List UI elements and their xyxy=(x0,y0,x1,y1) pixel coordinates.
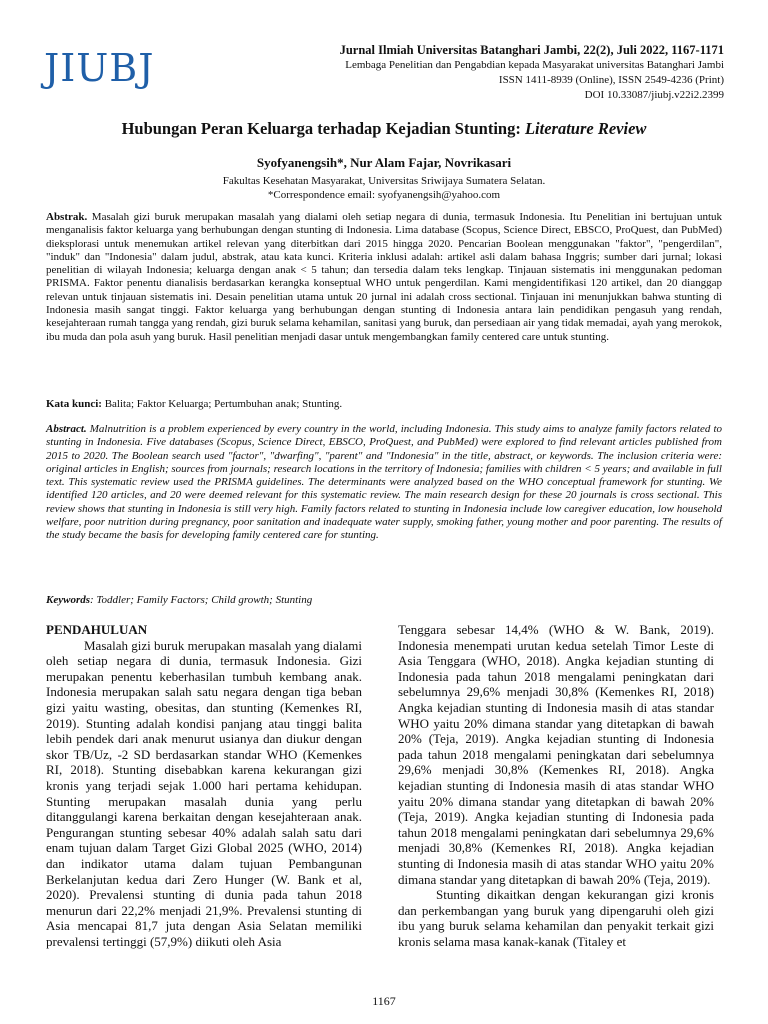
journal-info xyxy=(340,42,724,103)
abstrak-label: Abstrak. xyxy=(46,211,88,223)
abstrak-block xyxy=(46,211,722,344)
section-title: PENDAHULUAN xyxy=(46,622,148,637)
body-column-left xyxy=(46,622,362,949)
keywords-block xyxy=(46,594,722,607)
keywords-text: : Toddler; Family Factors; Child growth; Stunting xyxy=(90,594,313,606)
body-column-right xyxy=(398,622,714,949)
doi: DOI 10.33087/jiubj.v22i2.2399 xyxy=(584,89,724,101)
abstract-text: Malnutrition is a problem experienced by every country in the world, including Indonesia. This study aims to analyze family factors related to stunting in Indonesia. Five databases (Scopus, Science Direct, EBSCO, ProQuest, and PubMed) were explored to find relevant articles published from 2015 to 2020. The Boolean search used "factor", "dwarfing", "parent" and "Indonesia" in the title, abstract, or keywords. The inclusion criteria were: original articles in English; sources from journals; research locations in the territory of Indonesia; families with children < 5 years; and available in full text. This systematic review used the PRISMA guidelines. The determinants were analyzed based on the WHO conceptual framework for stunting. We identified 120 articles, and 20 were deemed relevant for this systematic review. The main research design for these 20 journals is cross sectional. This review shows that stunting in Indonesia is still very high. Family factors related to stunting in Indonesia include low caregiver education, low household welfare, poor nutrition during pregnancy, poor sanitation and inadequate water supply, smoking father, young mother and poor parenting. The results of the study became the basis for developing family centered care for stunting. xyxy=(46,423,722,542)
correspondence: *Correspondence email: syofyanengsih@yahoo.com xyxy=(267,189,501,201)
publisher: Lembaga Penelitian dan Pengabdian kepada Masyarakat universitas Batanghari Jambi xyxy=(345,59,724,71)
kata-kunci-label: Kata kunci: xyxy=(46,398,102,410)
title-main: Hubungan Peran Keluarga terhadap Kejadian Stunting: xyxy=(121,119,525,138)
title-italic: Literature Review xyxy=(524,119,647,138)
abstract-label: Abstract. xyxy=(46,423,87,435)
body-paragraph: Tenggara sebesar 14,4% (WHO & W. Bank, 2019). Indonesia menempati urutan kedua setelah Timor Leste di Asia Tenggara (WHO, 2018). Angka kejadian stunting di Indonesia pada tahun 2018 mengalami peningkatan dari sebelumnya 29,6% menjadi 30,8% (Kemenkes RI, 2018) Angka kejadian stunting di Indonesia masih di atas standar WHO yaitu 20% dimana standar yang ditetapkan di bawah 20% (Teja, 2019). Angka kejadian stunting di Indonesia pada tahun 2018 mengalami peningkatan dari sebelumnya 29,6% menjadi 30,8% (Kemenkes RI, 2018). Angka kejadian stunting di Indonesia masih di atas standar WHO yaitu 20% dimana standar yang ditetapkan di bawah 20% (Teja, 2019). Angka kejadian stunting di Indonesia pada tahun 2018 mengalami peningkatan dari sebelumnya 29,6% menjadi 30,8% (Kemenkes RI, 2018). Angka kejadian stunting di Indonesia masih di atas standar WHO yaitu 20% dimana standar yang ditetapkan di bawah 20% (Teja, 2019). xyxy=(398,622,714,887)
affiliation-block xyxy=(0,174,768,202)
page-number: 1167 xyxy=(372,994,396,1008)
kata-kunci-text: Balita; Faktor Keluarga; Pertumbuhan anak; Stunting. xyxy=(101,398,343,410)
journal-header xyxy=(44,36,724,100)
body-paragraph: Stunting dikaitkan dengan kekurangan gizi kronis dan perkembangan yang buruk yang dipengaruhi oleh gizi ibu yang buruk selama kehamilan dan penyakit terkait gizi kronis selama masa kanak-kanak (Titaley et xyxy=(398,887,714,949)
authors: Syofyanengsih*, Nur Alam Fajar, Novrikasari xyxy=(256,155,512,170)
journal-logo: JIUBJ xyxy=(44,46,155,90)
article-title xyxy=(0,119,768,139)
abstract-block xyxy=(46,423,722,543)
affiliation: Fakultas Kesehatan Masyarakat, Universitas Sriwijaya Sumatera Selatan. xyxy=(222,175,546,187)
body-paragraph: Masalah gizi buruk merupakan masalah yang dialami oleh setiap negara di dunia, termasuk Indonesia. Gizi merupakan penentu keberhasilan tumbuh kembang anak. Indonesia merupakan salah satu negara dengan tiga beban gizi yaitu wasting, obesitas, dan stunting (Kemenkes RI, 2019). Stunting adalah kondisi panjang atau tinggi balita lebih pendek dari anak menurut usianya dan diukur dengan skor TB/Uz, -2 SD berdasarkan standar WHO (Kemenkes RI, 2018). Stunting disebabkan karena kekurangan gizi kronis yang terjadi sejak 1.000 hari pertama kehidupan. Stunting merupakan masalah dunia yang perlu ditanggulangi karena berkaitan dengan kesejahteraan anak. Pengurangan stunting sebesar 40% adalah salah satu dari enam tujuan dalam Target Gizi Global 2025 (WHO, 2014) dan indikator utama dalam tujuan Pembangunan Berkelanjutan kedua dari Zero Hunger (W. Bank et al, 2020). Prevalensi stunting di dunia pada tahun 2018 menurun dari 22,2% menjadi 21,9%. Prevalensi stunting di Asia mencapai 81,7 juta dengan Asia Selatan memiliki prevalensi tertinggi (57,9%) diikuti oleh Asia xyxy=(46,637,362,949)
journal-name: Jurnal Ilmiah Universitas Batanghari Jambi, 22(2), Juli 2022, 1167-1171 xyxy=(339,43,724,57)
issn: ISSN 1411-8939 (Online), ISSN 2549-4236 (Print) xyxy=(498,74,724,86)
keywords-label: Keywords xyxy=(46,594,90,606)
kata-kunci-block xyxy=(46,398,722,411)
abstrak-text: Masalah gizi buruk merupakan masalah yang dialami oleh setiap negara di dunia, termasuk Indonesia. Itu Penelitian ini bertujuan untuk menganalisis faktor keluarga yang berhubungan dengan stunting di Indonesia. Lima database (Scopus, Science Direct, EBSCO, ProQuest, dan PubMed) dieksplorasi untuk menemukan artikel relevan yang diterbitkan dari 2015 hingga 2020. Pencarian Boolean menggunakan "faktor", "pengerdilan", "induk" dan "Indonesia" dalam judul, abstrak, atau kata kunci. Kriteria inklusi adalah: artikel asli dalam bahasa Inggris; sumber dari jurnal; lokasi penelitian di wilayah Indonesia; keluarga dengan anak < 5 tahun; dan tersedia dalam teks lengkap. Tinjauan sistematis ini menggunakan pedoman PRISMA. Faktor penentu dianalisis berdasarkan kerangka konseptual WHO untuk pengerdilan. Kami mengidentifikasi 120 artikel, dan 20 dianggap relevan untuk tinjauan sistematis ini. Desain penelitian utama untuk 20 jurnal ini adalah cross sectional. Tinjauan ini menunjukkan bahwa stunting di Indonesia masih sangat tinggi. Faktor keluarga yang berhubungan dengan stunting di Indonesia antara lain pendidikan pengasuh yang rendah, kesejahteraan rumah tangga yang rendah, gizi buruk selama kehamilan, sanitasi yang buruk, dan persediaan air yang tidak memadai, ayah yang merokok, ibu muda dan pola asuh yang buruk. Hasil penelitian menjadi dasar untuk mengembangkan family centered care untuk stunting. xyxy=(46,211,722,343)
